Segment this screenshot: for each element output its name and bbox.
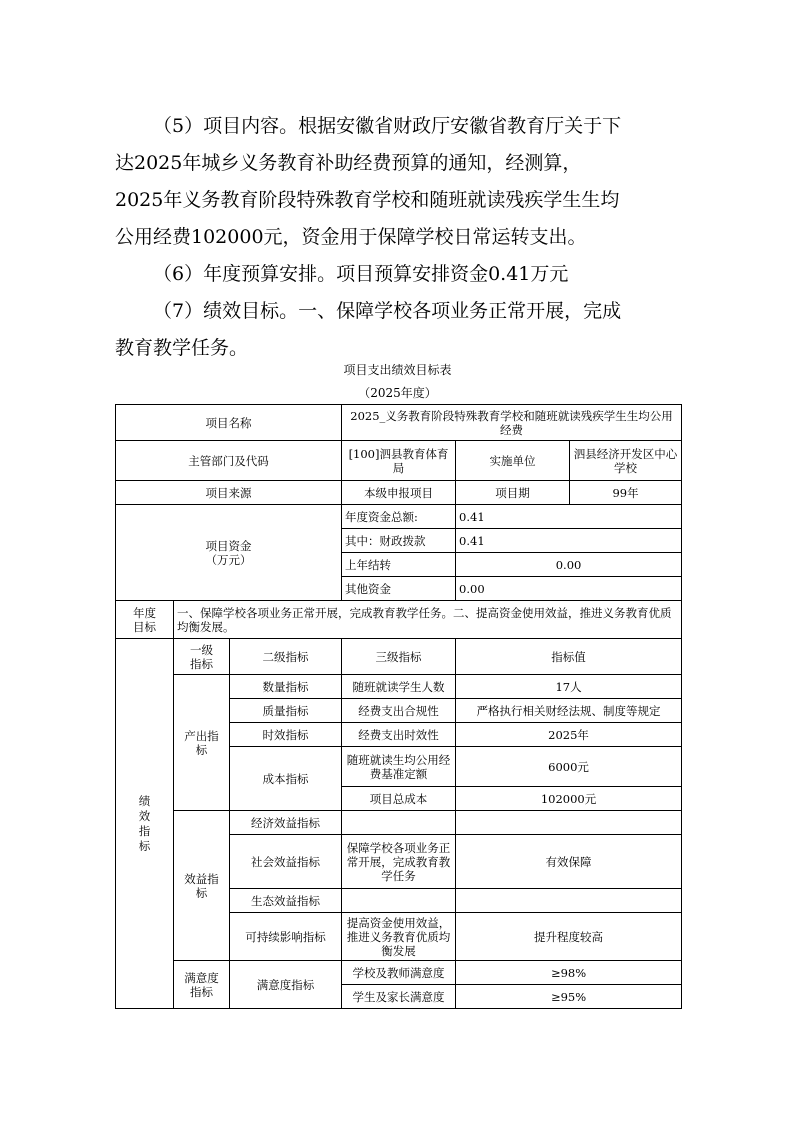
funds-total-label: 年度资金总额:: [342, 505, 456, 529]
output-level2: 数量指标: [230, 675, 342, 699]
source-label: 项目来源: [116, 481, 342, 505]
paragraph-line-4: 公用经费102000元，资金用于保障学校日常运转支出。: [115, 226, 587, 248]
benefit-indicator-label: 效益指 标: [174, 811, 230, 961]
dept-value: [100]泗县教育体育局: [342, 441, 456, 481]
benefit-value: 提升程度较高: [456, 913, 682, 961]
benefit-value: [456, 811, 682, 835]
table-row: [116, 961, 682, 985]
benefit-value: 有效保障: [456, 835, 682, 889]
output-level2: 时效指标: [230, 723, 342, 747]
output-value: 2025年: [456, 723, 682, 747]
header-value: 指标值: [456, 639, 682, 675]
benefit-level3: [342, 889, 456, 913]
impl-label: 实施单位: [456, 441, 570, 481]
source-value: 本级申报项目: [342, 481, 456, 505]
benefit-level2: 生态效益指标: [230, 889, 342, 913]
output-level2: 成本指标: [230, 747, 342, 811]
funds-other-value: 0.00: [456, 577, 682, 601]
table-row: [116, 481, 682, 505]
period-value: 99年: [570, 481, 682, 505]
output-value: 6000元: [456, 747, 682, 787]
benefit-level2: 可持续影响指标: [230, 913, 342, 961]
output-level3: 随班就读学生人数: [342, 675, 456, 699]
period-label: 项目期: [456, 481, 570, 505]
dept-label: 主管部门及代码: [116, 441, 342, 481]
table-row: [116, 405, 682, 441]
header-level2: 二级指标: [230, 639, 342, 675]
annual-goal-value: 一、保障学校各项业务正常开展，完成教育教学任务。二、提高资金使用效益，推进义务教育优质均衡发展。: [174, 601, 682, 639]
output-level3: 经费支出时效性: [342, 723, 456, 747]
impl-value: 泗县经济开发区中心学校: [570, 441, 682, 481]
table-year: （2025年度）: [358, 386, 437, 400]
paragraph-line-5: （6）年度预算安排。项目预算安排资金0.41万元: [153, 263, 569, 285]
satisfaction-level3: 学校及教师满意度: [342, 961, 456, 985]
satisfaction-level3: 学生及家长满意度: [342, 985, 456, 1009]
funds-fiscal-label: 其中：财政拨款: [342, 529, 456, 553]
output-value: 102000元: [456, 787, 682, 811]
annual-goal-label: 年度 目标: [116, 601, 174, 639]
paragraph-line-7: 教育教学任务。: [115, 337, 249, 359]
funds-other-label: 其他资金: [342, 577, 456, 601]
project-name-label: 项目名称: [116, 405, 342, 441]
paragraph-line-2: 达2025年城乡义务教育补助经费预算的通知，经测算，: [115, 152, 582, 174]
funds-carryover-label: 上年结转: [342, 553, 456, 577]
satisfaction-value: ≥95%: [456, 985, 682, 1009]
benefit-value: [456, 889, 682, 913]
table-row: [116, 601, 682, 639]
output-value: 17人: [456, 675, 682, 699]
benefit-level3: 保障学校各项业务正常开展，完成教育教学任务: [342, 835, 456, 889]
funds-fiscal-value: 0.41: [456, 529, 682, 553]
table-row: [116, 441, 682, 481]
header-level3: 三级指标: [342, 639, 456, 675]
table-row: [116, 675, 682, 699]
benefit-level3: 提高资金使用效益，推进义务教育优质均衡发展: [342, 913, 456, 961]
table-row: [116, 811, 682, 835]
output-level3: 项目总成本: [342, 787, 456, 811]
output-level2: 质量指标: [230, 699, 342, 723]
header-level1: 一级 指标: [174, 639, 230, 675]
table-title: 项目支出绩效目标表: [343, 363, 452, 377]
funds-total-value: 0.41: [456, 505, 682, 529]
table-row: [116, 639, 682, 675]
satisfaction-level2: 满意度指标: [230, 961, 342, 1009]
funds-carryover-value: 0.00: [456, 553, 682, 577]
paragraph-line-6: （7）绩效目标。一、保障学校各项业务正常开展，完成: [153, 300, 622, 322]
benefit-level2: 经济效益指标: [230, 811, 342, 835]
benefit-level2: 社会效益指标: [230, 835, 342, 889]
table-row: [116, 505, 682, 529]
output-level3: 经费支出合规性: [342, 699, 456, 723]
performance-indicator-label: [116, 639, 174, 1009]
paragraph-line-1: （5）项目内容。根据安徽省财政厅安徽省教育厅关于下: [153, 115, 622, 137]
performance-indicator-text: 绩效指标: [138, 793, 151, 853]
funds-label: 项目资金 （万元）: [116, 505, 342, 601]
output-value: 严格执行相关财经法规、制度等规定: [456, 699, 682, 723]
satisfaction-value: ≥98%: [456, 961, 682, 985]
satisfaction-indicator-label: 满意度 指标: [174, 961, 230, 1009]
benefit-level3: [342, 811, 456, 835]
performance-target-table: [115, 404, 682, 1009]
project-name-value: 2025_义务教育阶段特殊教育学校和随班就读残疾学生生均公用经费: [342, 405, 682, 441]
output-level3: 随班就读生均公用经费基准定额: [342, 747, 456, 787]
paragraph-line-3: 2025年义务教育阶段特殊教育学校和随班就读残疾学生生均: [115, 189, 620, 211]
output-indicator-label: 产出指 标: [174, 675, 230, 811]
